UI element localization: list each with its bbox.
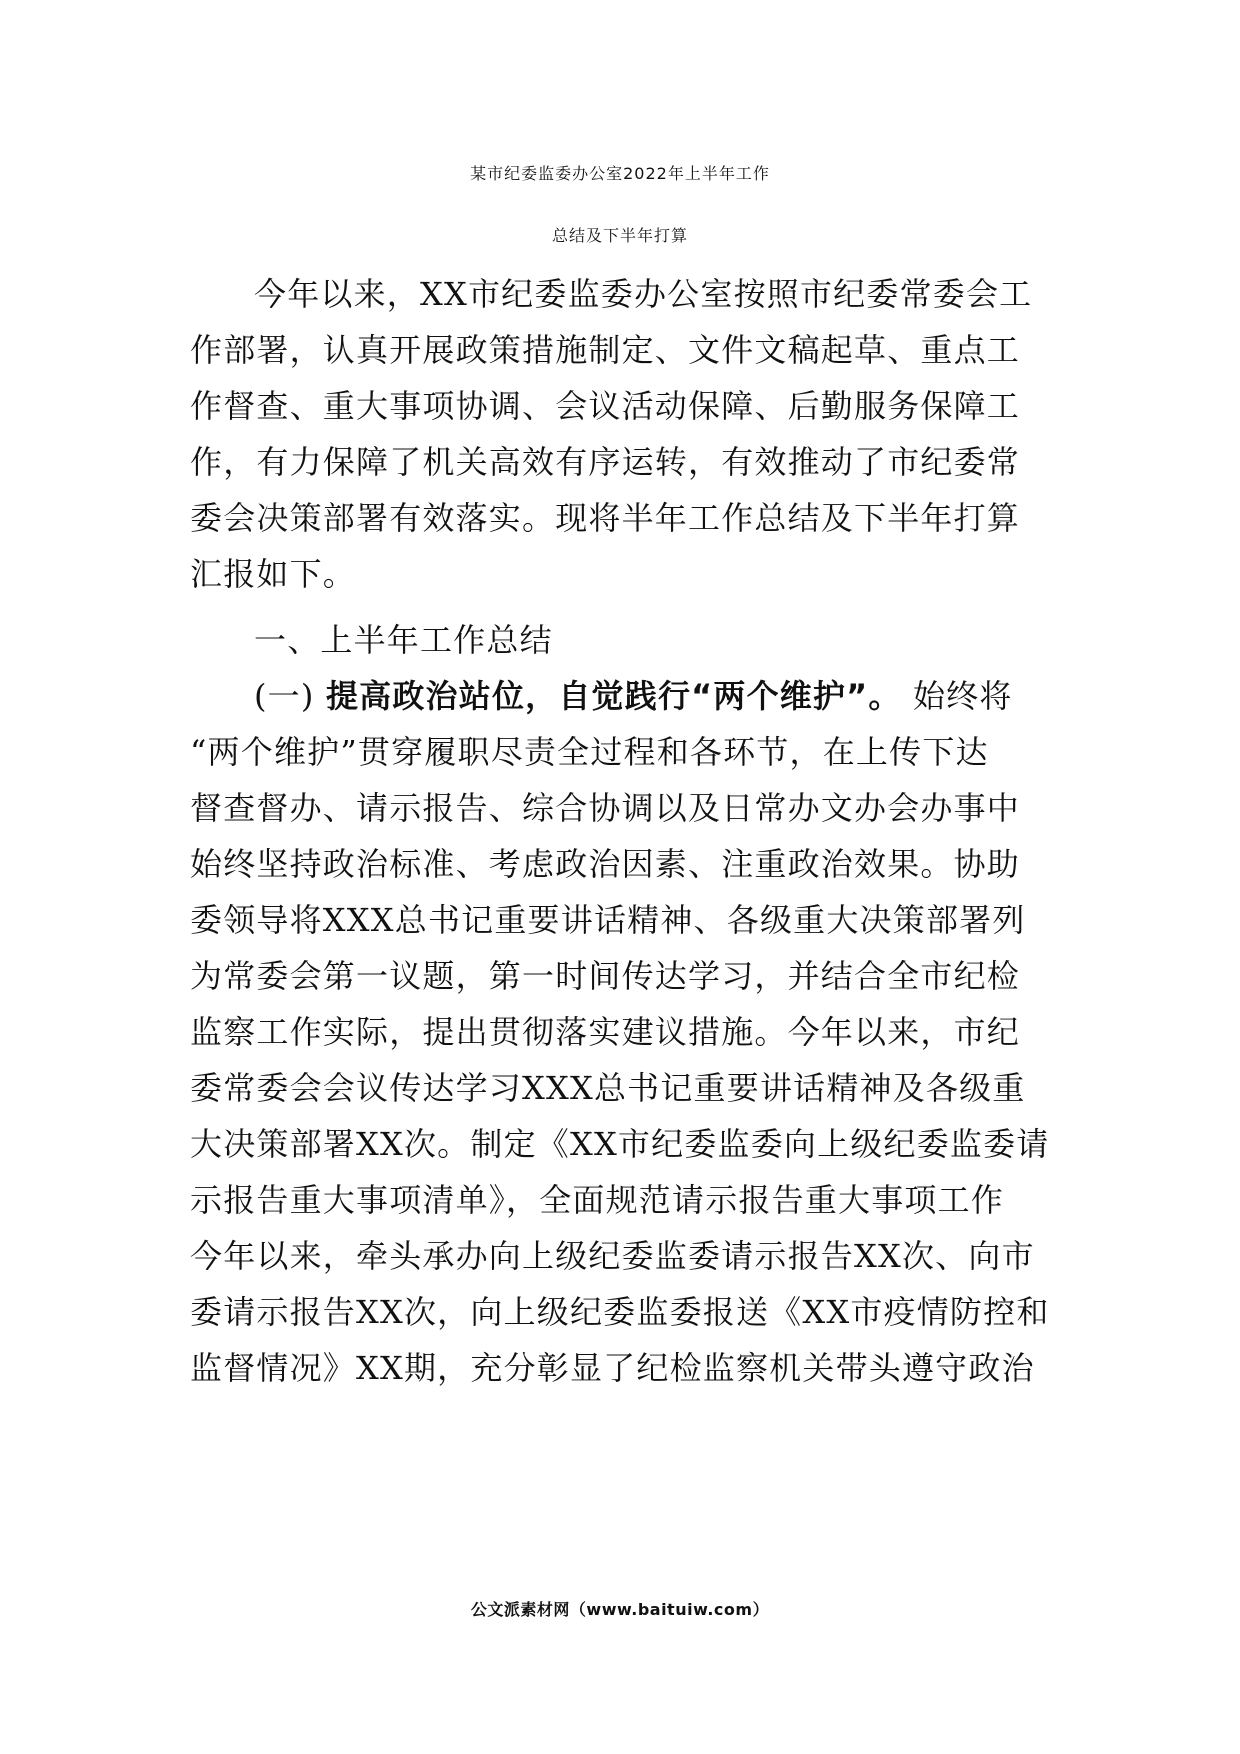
paragraph-line: 监察工作实际，提出贯彻落实建议措施。今年以来，市纪 <box>190 1013 1021 1051</box>
paragraph-line: 作，有力保障了机关高效有序运转，有效推动了市纪委常 <box>190 443 1021 481</box>
paragraph-line: 汇报如下。 <box>190 555 357 593</box>
paragraph-line: 示报告重大事项清单》，全面规范请示报告重大事项工作 <box>190 1181 1005 1219</box>
paragraph-line: 今年以来，牵头承办向上级纪委监委请示报告XX次、向市 <box>190 1237 1035 1275</box>
paragraph-line: 始终坚持政治标准、考虑政治因素、注重政治效果。协助 <box>190 845 1021 883</box>
footer-watermark-text: 公文派素材网（www.baituiw.com） <box>470 1600 770 1619</box>
subsection-heading: 提高政治站位，自觉践行“两个维护”。 <box>325 677 902 715</box>
paragraph-line: “两个维护”贯穿履职尽责全过程和各环节，在上传下达 <box>190 733 989 771</box>
paragraph-line: 委领导将XXX总书记重要讲话精神、各级重大决策部署列 <box>190 901 1026 939</box>
paragraph-line: 大决策部署XX次。制定《XX市纪委监委向上级纪委监委请 <box>190 1125 1050 1163</box>
paragraph-line: 委常委会会议传达学习XXX总书记重要讲话精神及各级重 <box>190 1069 1026 1107</box>
paragraph-line: 委请示报告XX次，向上级纪委监委报送《XX市疫情防控和 <box>190 1293 1050 1331</box>
subsection-heading-line <box>190 676 1050 716</box>
paragraph-line: 今年以来，XX市纪委监委办公室按照市纪委常委会工 <box>254 275 1033 313</box>
document-title-line-2: 总结及下半年打算 <box>551 226 688 245</box>
paragraph-line: 监督情况》XX期，充分彰显了纪检监察机关带头遵守政治 <box>190 1349 1035 1387</box>
subsection-tail: 始终将 <box>913 677 1013 715</box>
paragraph-line: 督查督办、请示报告、综合协调以及日常办文办会办事中 <box>190 789 1021 827</box>
paragraph-line: 作督查、重大事项协调、会议活动保障、后勤服务保障工 <box>190 387 1021 425</box>
paragraph-line: 委会决策部署有效落实。现将半年工作总结及下半年打算 <box>190 499 1021 537</box>
document-title-line-1: 某市纪委监委办公室2022年上半年工作 <box>470 164 770 183</box>
paragraph-line: 为常委会第一议题，第一时间传达学习，并结合全市纪检 <box>190 957 1021 995</box>
subsection-number: (一) <box>254 677 315 715</box>
section-heading: 一、上半年工作总结 <box>254 621 553 659</box>
paragraph-line: 作部署，认真开展政策措施制定、文件文稿起草、重点工 <box>190 331 1021 369</box>
